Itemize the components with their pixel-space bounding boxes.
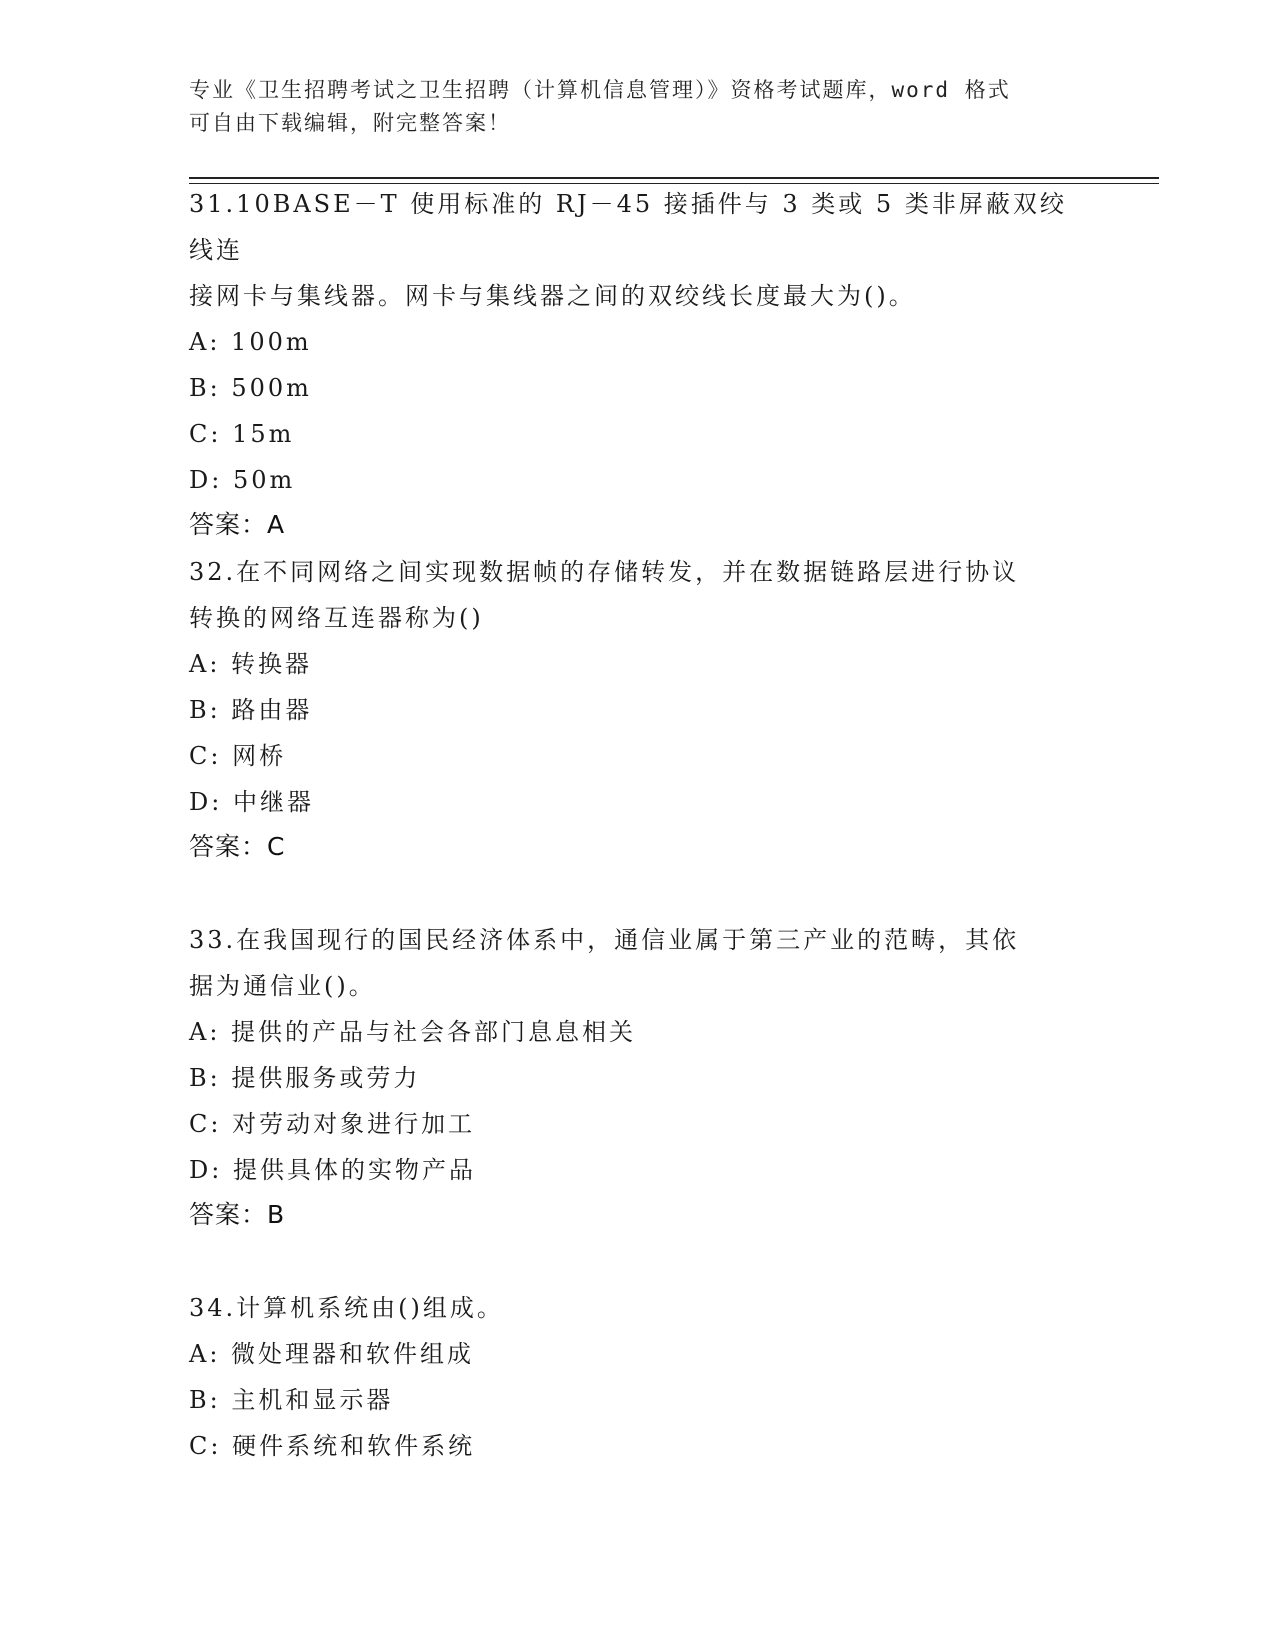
option-a: A: 转换器 bbox=[189, 650, 313, 678]
question-stem-line: 据为通信业()。 bbox=[189, 972, 376, 1000]
question-stem-line: 接网卡与集线器。网卡与集线器之间的双绞线长度最大为()。 bbox=[189, 282, 916, 310]
option-c: C: 对劳动对象进行加工 bbox=[189, 1110, 476, 1138]
option-d: D: 提供具体的实物产品 bbox=[189, 1156, 476, 1184]
question-32 bbox=[189, 549, 1089, 869]
answer-label: 答案：A bbox=[189, 510, 286, 539]
question-33 bbox=[189, 917, 1089, 1237]
option-b: B: 路由器 bbox=[189, 696, 313, 724]
question-stem-line: 32.在不同网络之间实现数据帧的存储转发，并在数据链路层进行协议 bbox=[189, 558, 1020, 586]
answer-label: 答案：C bbox=[189, 832, 286, 861]
header-line-2: 可自由下载编辑，附完整答案！ bbox=[189, 111, 511, 135]
question-stem-line: 31.10BASE－T 使用标准的 RJ－45 接插件与 3 类或 5 类非屏蔽双绞线连 bbox=[189, 190, 1067, 264]
document-header bbox=[189, 74, 1089, 140]
option-c: C: 15m bbox=[189, 420, 295, 448]
header-divider-thick bbox=[189, 177, 1159, 179]
option-a: A: 提供的产品与社会各部门息息相关 bbox=[189, 1018, 637, 1046]
question-34 bbox=[189, 1285, 1089, 1469]
option-d: D: 50m bbox=[189, 466, 296, 494]
option-b: B: 主机和显示器 bbox=[189, 1386, 394, 1414]
option-b: B: 500m bbox=[189, 374, 312, 402]
question-stem-line: 34.计算机系统由()组成。 bbox=[189, 1294, 504, 1322]
question-31 bbox=[189, 181, 1089, 547]
header-line-1: 专业《卫生招聘考试之卫生招聘（计算机信息管理）》资格考试题库，word 格式 bbox=[189, 78, 1011, 102]
question-stem-line: 转换的网络互连器称为() bbox=[189, 604, 484, 632]
option-b: B: 提供服务或劳力 bbox=[189, 1064, 421, 1092]
option-a: A: 100m bbox=[189, 328, 312, 356]
answer-label: 答案：B bbox=[189, 1200, 286, 1229]
question-stem-line: 33.在我国现行的国民经济体系中，通信业属于第三产业的范畴，其依 bbox=[189, 926, 1020, 954]
option-a: A: 微处理器和软件组成 bbox=[189, 1340, 475, 1368]
option-c: C: 硬件系统和软件系统 bbox=[189, 1432, 476, 1460]
option-d: D: 中继器 bbox=[189, 788, 314, 816]
option-c: C: 网桥 bbox=[189, 742, 287, 770]
